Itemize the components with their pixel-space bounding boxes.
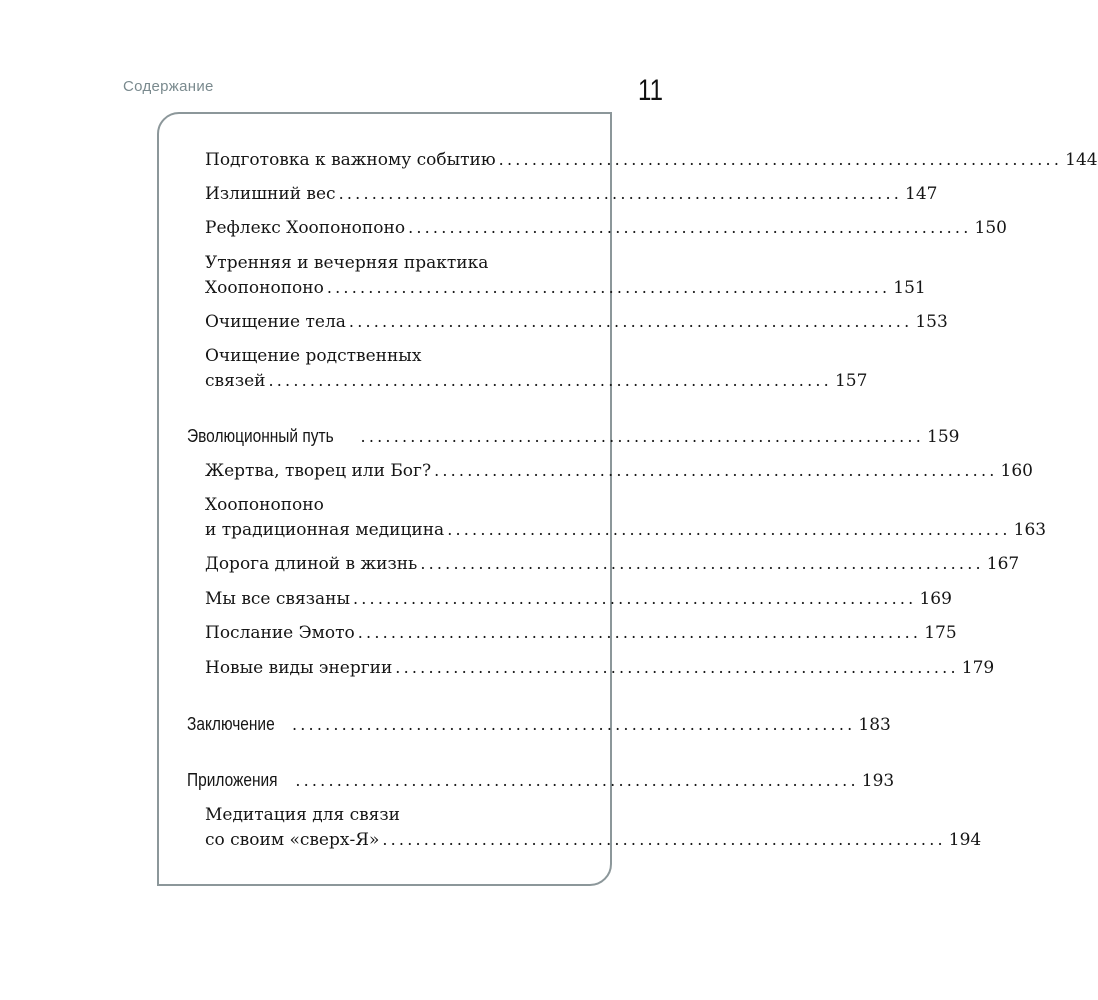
toc-entry-page: 144 <box>1065 150 1098 170</box>
toc-entry-title: Хоопонопоно <box>205 278 324 298</box>
toc-entry-title: Новые виды энергии <box>205 658 393 678</box>
dot-leader: .................................................................... <box>498 150 1063 169</box>
toc-entry-title-line1: Утренняя и вечерняя практика <box>205 253 489 273</box>
toc-entry[interactable] <box>205 623 957 643</box>
dot-leader: .................................................................... <box>434 461 998 480</box>
toc-entry[interactable] <box>205 495 1047 540</box>
toc-section-page: 159 <box>927 427 960 447</box>
toc-entry-title-line1: Очищение родственных <box>205 346 422 366</box>
dot-leader: .................................................................... <box>447 520 1011 539</box>
dot-leader: .................................................................... <box>295 771 859 790</box>
toc-entry[interactable] <box>205 658 995 678</box>
toc-section-page: 183 <box>858 715 891 735</box>
toc-entry-page: 169 <box>919 589 952 609</box>
toc-entry-page: 163 <box>1013 520 1047 540</box>
toc-entry-title: Излишний вес <box>205 184 336 204</box>
toc-section[interactable] <box>187 770 895 791</box>
toc-entry[interactable] <box>205 461 1033 481</box>
toc-entry[interactable] <box>205 218 1007 238</box>
toc-entry-page: 157 <box>834 371 868 391</box>
toc-entry[interactable] <box>205 184 938 204</box>
dot-leader: .................................................................... <box>360 427 924 446</box>
dot-leader: .................................................................... <box>420 554 984 573</box>
dot-leader: .................................................................... <box>357 623 922 642</box>
dot-leader: .................................................................... <box>291 715 856 734</box>
toc-entry-page: 153 <box>915 312 948 332</box>
toc-entry[interactable] <box>205 589 952 609</box>
toc-entry-title-line1: Хоопонопоно <box>205 495 324 515</box>
dot-leader: .................................................................... <box>338 184 903 203</box>
running-head: Содержание <box>123 78 214 95</box>
toc-entry-title: Очищение тела <box>205 312 346 332</box>
toc-entry[interactable] <box>205 312 948 332</box>
toc-entry-page: 147 <box>905 184 938 204</box>
toc-entry[interactable] <box>205 150 1098 170</box>
toc-section-page: 193 <box>861 771 895 791</box>
toc-entry-page: 175 <box>924 623 957 643</box>
page-number: 11 <box>638 74 663 107</box>
toc-entry-page: 150 <box>974 218 1007 238</box>
toc-entry[interactable] <box>205 253 926 298</box>
toc-entry[interactable] <box>205 554 1020 574</box>
toc-section[interactable] <box>187 714 891 735</box>
dot-leader: .................................................................... <box>348 312 913 331</box>
dot-leader: .................................................................... <box>352 589 917 608</box>
toc-entry[interactable] <box>205 346 868 391</box>
toc-entry-page: 194 <box>948 830 982 850</box>
toc-entry-page: 151 <box>893 278 926 298</box>
dot-leader: .................................................................... <box>268 371 832 390</box>
toc-entry-title: со своим «сверх-Я» <box>205 830 380 850</box>
toc-section[interactable] <box>187 426 960 447</box>
toc-entry-title: Мы все связаны <box>205 589 350 609</box>
toc-entry-page: 160 <box>1000 461 1033 481</box>
dot-leader: .................................................................... <box>382 830 946 849</box>
toc-entry-title: связей <box>205 371 266 391</box>
dot-leader: .................................................................... <box>395 658 959 677</box>
toc-entry-page: 167 <box>986 554 1020 574</box>
toc-entry-title: Дорога длиной в жизнь <box>205 554 418 574</box>
toc-entry-title: и традиционная медицина <box>205 520 445 540</box>
dot-leader: .................................................................... <box>408 218 972 237</box>
toc-entry-page: 179 <box>961 658 995 678</box>
toc-entry-title: Рефлекс Хоопонопоно <box>205 218 406 238</box>
dot-leader: .................................................................... <box>326 278 891 297</box>
toc-entry-title: Послание Эмото <box>205 623 355 643</box>
toc-section-title: Приложения <box>187 770 278 790</box>
toc-entry[interactable] <box>205 805 982 850</box>
toc-entry-title-line1: Медитация для связи <box>205 805 401 825</box>
toc-entry-title: Жертва, творец или Бог? <box>205 461 432 481</box>
toc-section-title: Эволюционный путь <box>187 426 334 446</box>
toc-entry-title: Подготовка к важному событию <box>205 150 496 170</box>
toc-section-title: Заключение <box>187 714 275 734</box>
